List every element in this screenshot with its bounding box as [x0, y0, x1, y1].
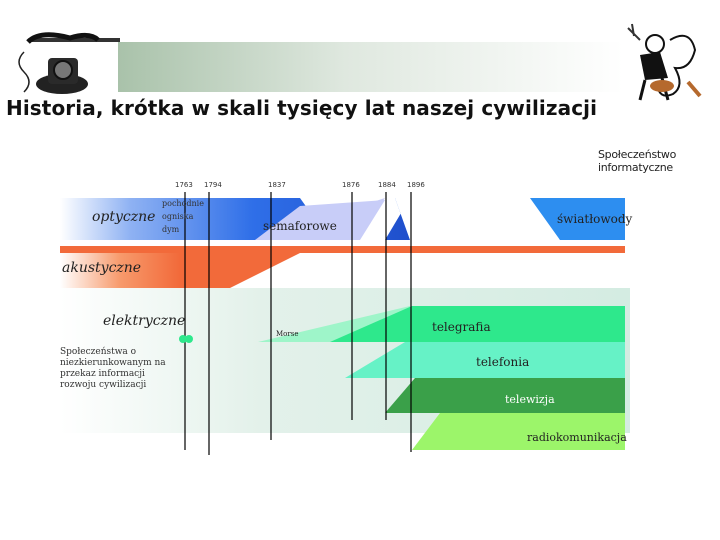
- year-label: 1896: [407, 181, 425, 189]
- page-title: Historia, krótka w skali tysięcy lat naszej cywilizacji: [6, 96, 598, 120]
- morse-label: Morse: [276, 330, 299, 338]
- telephony-label: telefonia: [476, 355, 530, 369]
- television-label: telewizja: [505, 393, 555, 406]
- acoustic-label: akustyczne: [62, 260, 142, 276]
- electric-label: elektryczne: [103, 313, 186, 329]
- radio-label: radiokomunikacja: [527, 431, 627, 444]
- society-note: Społeczeństwa o niezkierunkowanym na przekaz informacji rozwoju cywilizacji: [60, 347, 166, 390]
- year-label: 1876: [342, 181, 360, 189]
- year-label: 1763: [175, 181, 193, 189]
- torches-label: pochodnie: [162, 199, 204, 208]
- fiber-label: światłowody: [557, 212, 633, 226]
- semaphore-label: semaforowe: [263, 219, 337, 233]
- bonfires-label: ogniska: [162, 212, 194, 221]
- smoke-label: dym: [162, 225, 180, 234]
- year-label: 1837: [268, 181, 286, 189]
- information-society-label: Społeczeństwo informatyczne: [598, 148, 677, 174]
- acoustic-band-top: [60, 246, 625, 253]
- year-label: 1884: [378, 181, 396, 189]
- telegraphy-label: telegrafia: [432, 320, 491, 334]
- year-label: 1794: [204, 181, 222, 189]
- optical-label: optyczne: [92, 209, 156, 225]
